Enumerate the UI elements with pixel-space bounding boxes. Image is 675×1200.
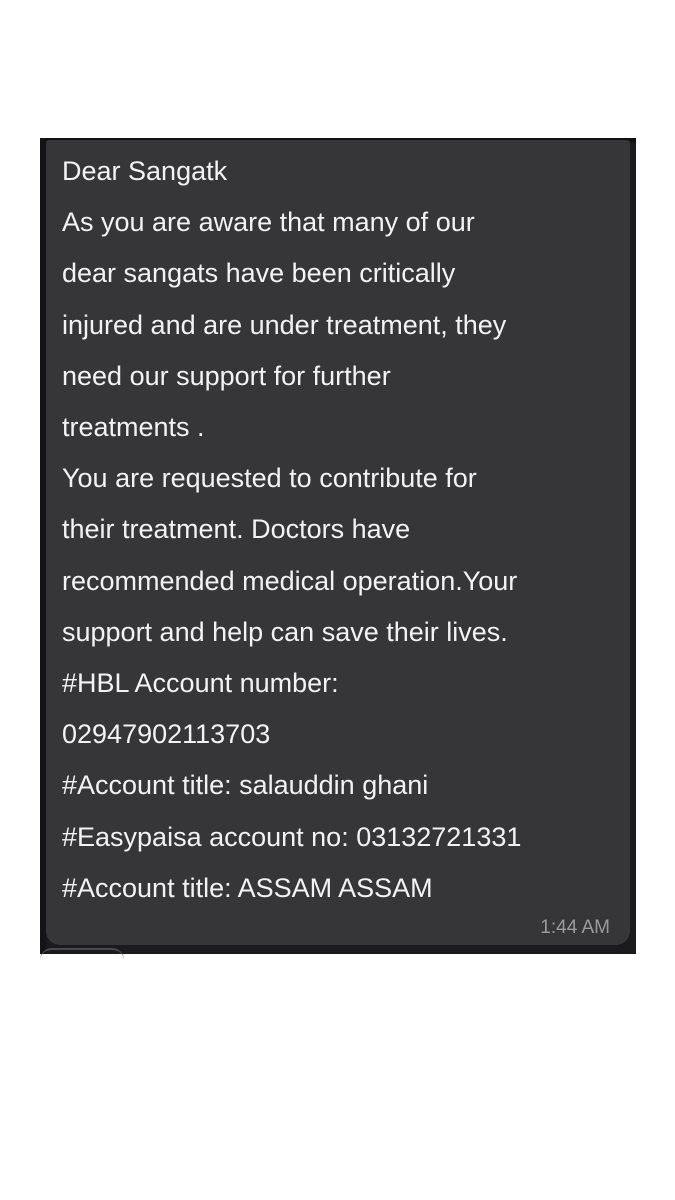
message-line-greeting: Dear Sangatk (62, 156, 228, 186)
message-text (62, 146, 627, 914)
message-line: need our support for further (62, 360, 391, 391)
message-line-easypaisa-title: #Account title: ASSAM ASSAM (62, 872, 433, 903)
message-line: recommended medical operation.Your (62, 565, 518, 596)
message-bubble[interactable] (46, 140, 630, 945)
message-line: dear sangats have been critically (62, 258, 456, 289)
message-timestamp: 1:44 AM (540, 917, 610, 938)
message-line-account-label: #HBL Account number: (62, 668, 339, 699)
message-line-account-title: #Account title: salauddin ghani (62, 770, 429, 801)
next-bubble-edge (40, 948, 124, 962)
message-line: treatments . (62, 412, 205, 443)
message-line: You are requested to contribute for (62, 463, 477, 494)
message-line: support and help can save their lives. (62, 616, 508, 647)
message-line: their treatment. Doctors have (62, 514, 411, 545)
chat-screen-crop (40, 138, 636, 954)
message-line-easypaisa-number: #Easypaisa account no: 03132721331 (62, 821, 522, 852)
message-line-account-number: 02947902113703 (62, 719, 271, 750)
message-line: injured and are under treatment, they (62, 309, 507, 340)
message-line: As you are aware that many of our (62, 207, 475, 238)
